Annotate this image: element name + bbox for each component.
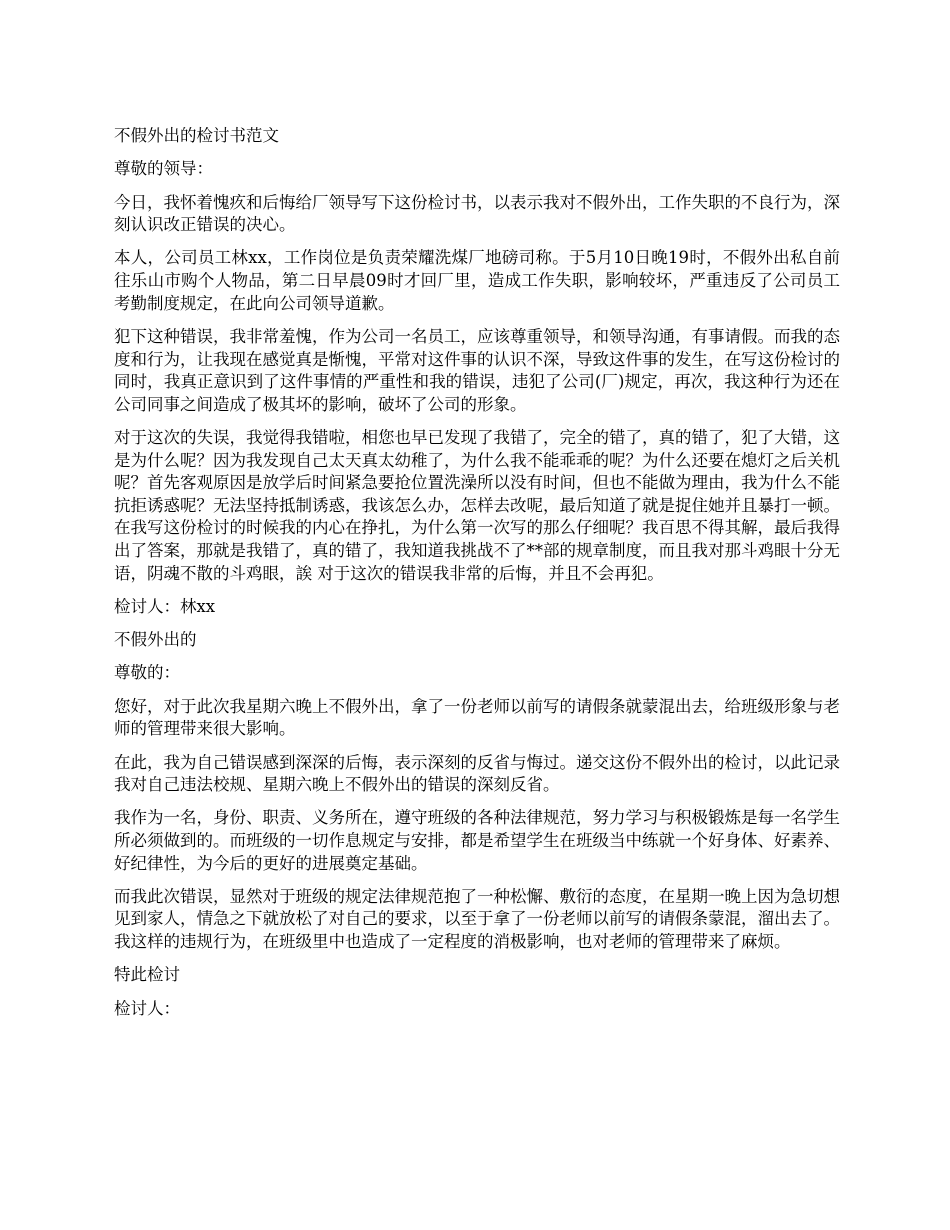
letter2-paragraph: 我作为一名，身份、职责、义务所在，遵守班级的各种法律规范，努力学习与积极锻炼是每一名学生所必须做到的。而班级的一切作息规定与安排，都是希望学生在班级当中练就一个好身体、好素养、好纪律性，为今后的更好的进展奠定基础。: [114, 808, 840, 873]
letter1-paragraph: 对于这次的失误，我觉得我错啦，相您也早已发现了我错了，完全的错了，真的错了，犯了大错，这是为什么呢？因为我发现自己太天真太幼稚了，为什么我不能乖乖的呢？为什么还要在熄灯之后关机呢？首先客观原因是放学后时间紧急要抢位置洗澡所以没有时间，但也不能做为理由，我为什么不能抗拒诱惑呢？无法坚持抵制诱惑，我该怎么办，怎样去改呢，最后知道了就是捉住她并且暴打一顿。 在我写这份检讨的时候我的内心在挣扎，为什么第一次写的那么仔细呢？我百思不得其解，最后我得出了答案，那就是我错了，真的错了，我知道我挑战不了**部的规章制度，而且我对那斗鸡眼十分无语，阴魂不散的斗鸡眼，誒 对于这次的错误我非常的后悔，并且不会再犯。: [114, 427, 840, 583]
letter2-paragraph: 您好，对于此次我星期六晚上不假外出，拿了一份老师以前写的请假条就蒙混出去，给班级形象与老师的管理带来很大影响。: [114, 696, 840, 739]
letter2-salutation: 尊敬的：: [114, 663, 180, 683]
letter1-paragraph: 犯下这种错误，我非常羞愧，作为公司一名员工，应该尊重领导，和领导沟通，有事请假。而我的态度和行为，让我现在感觉真是惭愧，平常对这件事的认识不深，导致这件事的发生，在写这份检讨的同时，我真正意识到了这件事情的严重性和我的错误，违犯了公司(厂)规定，再次，我这种行为还在公司同事之间造成了极其坏的影响，破坏了公司的形象。: [114, 326, 840, 414]
letter2-paragraph: 而我此次错误，显然对于班级的规定法律规范抱了一种松懈、敷衍的态度，在星期一晚上因为急切想见到家人，情急之下就放松了对自己的要求，以至于拿了一份老师以前写的请假条蒙混，溜出去了。我这样的违规行为，在班级里中也造成了一定程度的消极影响，也对老师的管理带来了麻烦。: [114, 886, 840, 952]
document-title: 不假外出的检讨书范文: [114, 126, 279, 145]
letter1-salutation: 尊敬的领导：: [114, 159, 213, 179]
letter1-paragraph: 本人，公司员工林xx，工作岗位是负责荣耀洗煤厂地磅司称。于5月10日晚19时，不假外出私自前往乐山市购个人物品，第二日早晨09时才回厂里，造成工作失职，影响较坏，严重违反了公司员工考勤制度规定，在此向公司领导道歉。: [114, 248, 840, 313]
letter2-paragraph: 在此，我为自己错误感到深深的后悔，表示深刻的反省与悔过。递交这份不假外出的检讨，以此记录我对自己违法校规、星期六晚上不假外出的错误的深刻反省。: [114, 752, 840, 795]
letter1-signature: 检讨人：林xx: [114, 596, 216, 616]
letter2-signature: 检讨人：: [114, 998, 180, 1018]
letter2-heading: 不假外出的: [114, 630, 197, 650]
document-page: [114, 125, 840, 1031]
letter2-closing: 特此检讨: [114, 965, 180, 985]
letter1-paragraph: 今日，我怀着愧疚和后悔给厂领导写下这份检讨书，以表示我对不假外出，工作失职的不良行为，深刻认识改正错误的决心。: [114, 192, 840, 235]
